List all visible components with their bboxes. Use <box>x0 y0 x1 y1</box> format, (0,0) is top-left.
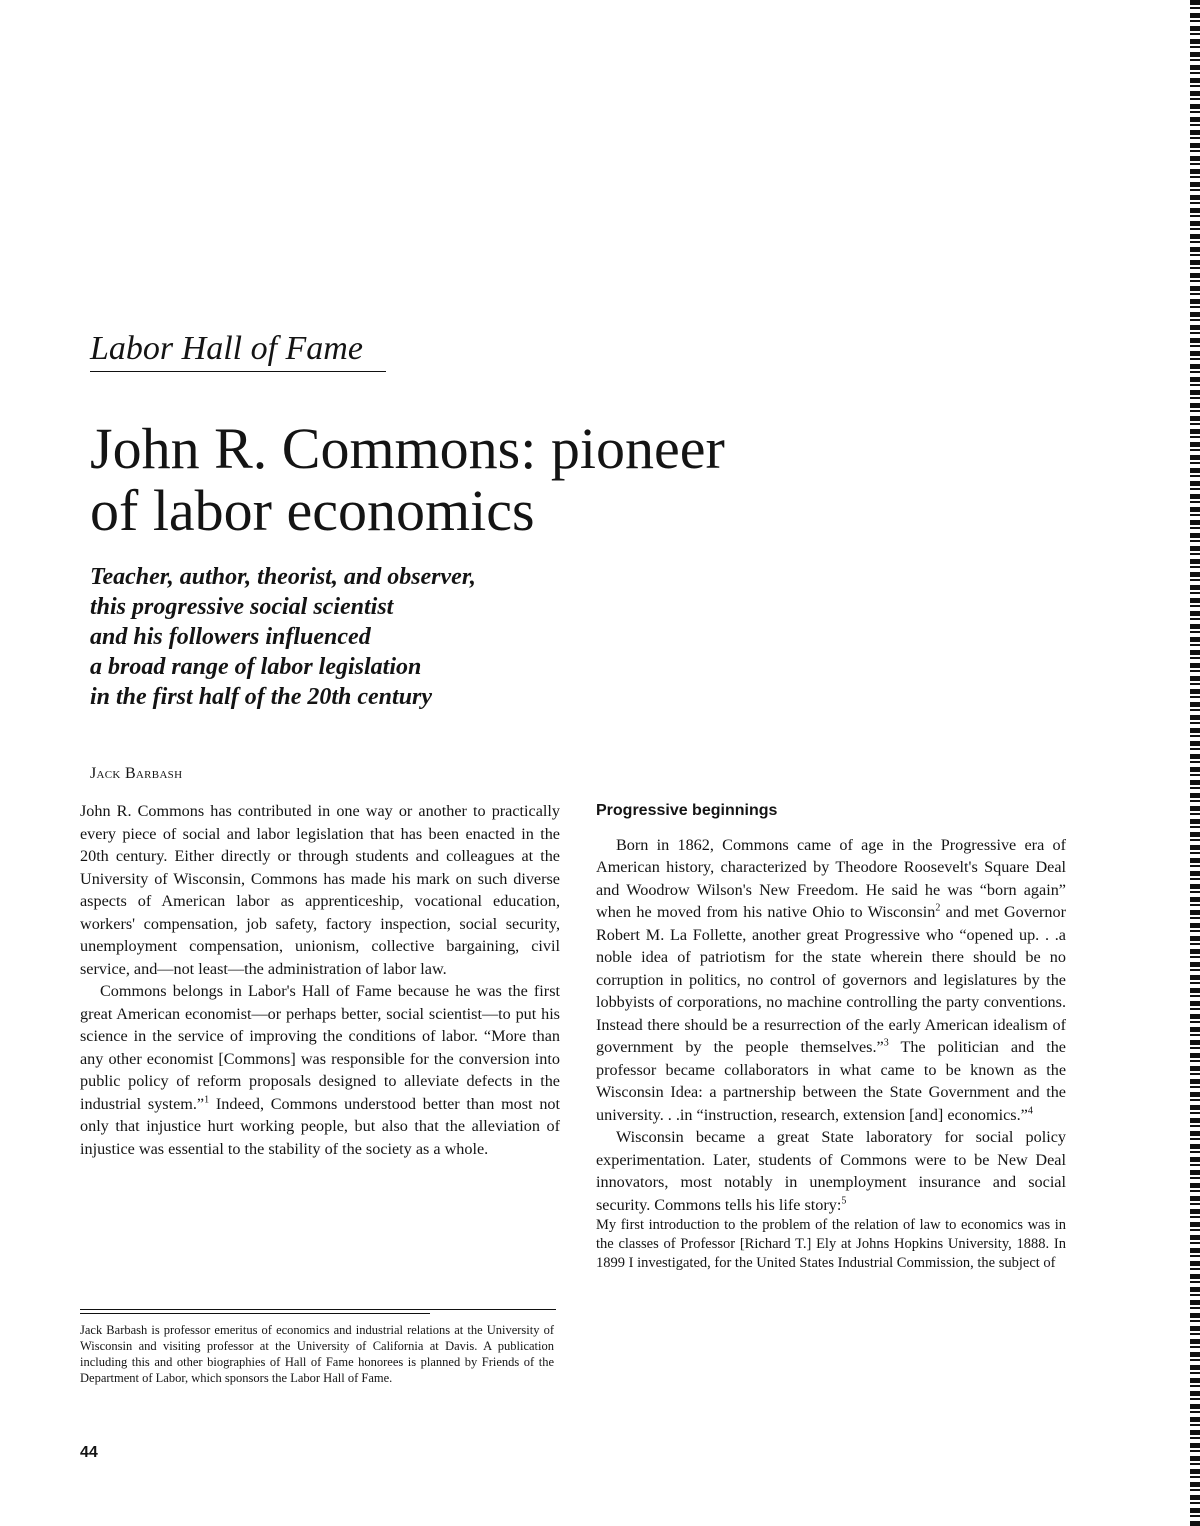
section-label: Labor Hall of Fame <box>90 330 386 372</box>
right-p2-text: Wisconsin became a great State laboratory for social policy experimentation. Later, students of Commons were to be New Deal innovators, most notably in unemployment insurance and social security. Commons tells his life story: <box>596 1128 1066 1214</box>
right-p1-text-a: Born in 1862, Commons came of age in the Progressive era of American history, characterized by Theodore Roosevelt's Square Deal and Woodrow Wilson's New Freedom. He said he was “born again” when he moved from his native Ohio to Wisconsin <box>596 835 1066 921</box>
left-p2-text-b: Indeed, Commons understood better than most not only that injustice hurt working people, but also that the alleviation of injustice was essential to the stability of the society as a whole. <box>80 1094 561 1158</box>
title-line-1: John R. Commons: pioneer <box>90 416 725 481</box>
left-paragraph-1: John R. Commons has contributed in one way or another to practically every piece of social and labor legislation that has been enacted in the 20th century. Either directly or through students and colleagues at the University of Wisconsin, Commons has made his mark on such diverse aspects of American labor as apprenticeship, vocational education, workers' compensation, job safety, factory inspection, social security, unemployment compensation, unionism, collective bargaining, civil service, and—not least—the administration of labor law. <box>80 802 560 978</box>
right-paragraph-1 <box>596 834 1066 1127</box>
left-p2-text-a: Commons belongs in Labor's Hall of Fame because he was the first great American economist—or perhaps better, social scientist—to put his science in the service of improving the conditions of labor. “More than any other economist [Commons] was responsible for the conversion into public policy of reform proposals designed to alleviate defects in the industrial system.” <box>80 982 560 1113</box>
right-p1-text-b: and met Governor Robert M. La Follette, another great Progressive who “opened up. . .a noble idea of patriotism for the state wherein there should be no corruption in politics, no control of governors and legislatures by the lobbyists of corporations, no machine controlling the party conventions. Instead there should be a resurrection of the early American idealism of government by the people themselves.” <box>596 903 1066 1056</box>
left-paragraph-2 <box>80 980 560 1160</box>
footnote-ref-4: 4 <box>1027 1105 1033 1117</box>
page-number: 44 <box>80 1444 98 1461</box>
footnote-ref-5: 5 <box>841 1195 847 1207</box>
deck-line-1: Teacher, author, theorist, and observer, <box>90 564 476 590</box>
block-quote: My first introduction to the problem of the relation of law to economics was in the classes of Professor [Richard T.] Ely at Johns Hopkins University, 1888. In 1899 I investigated, for the United States Industrial Commission, the subject of <box>596 1217 1066 1271</box>
footnote-rule-short <box>80 1313 430 1314</box>
deck-line-3: and his followers influenced <box>90 624 371 650</box>
footnote-ref-1: 1 <box>204 1094 210 1106</box>
author-footnote: Jack Barbash is professor emeritus of economics and industrial relations at the University of Wisconsin and visiting professor at the University of California at Davis. A publication including this and other biographies of Hall of Fame honorees is planned by Friends of the Department of Labor, which sponsors the Labor Hall of Fame. <box>80 1323 554 1385</box>
title-line-2: of labor economics <box>90 478 535 543</box>
right-p1-text-c: The politician and the professor became collaborators in what came to be known as the Wisconsin Idea: a partnership between the State Government and the university. . .in “instruction, research, extension [and] economics.” <box>596 1038 1066 1124</box>
article-deck <box>90 562 610 712</box>
footnote-rule <box>80 1309 556 1310</box>
subheading: Progressive beginnings <box>596 802 778 819</box>
left-column <box>80 800 560 1160</box>
article-title <box>90 418 810 542</box>
right-column <box>596 800 1066 1273</box>
deck-line-5: in the first half of the 20th century <box>90 684 433 710</box>
right-paragraph-2 <box>596 1126 1066 1216</box>
scan-edge <box>1190 0 1200 1526</box>
footnote-ref-2: 2 <box>935 902 941 914</box>
deck-line-2: this progressive social scientist <box>90 594 394 620</box>
author-byline: Jack Barbash <box>90 765 183 782</box>
footnote-ref-3: 3 <box>883 1037 889 1049</box>
deck-line-4: a broad range of labor legislation <box>90 654 422 680</box>
